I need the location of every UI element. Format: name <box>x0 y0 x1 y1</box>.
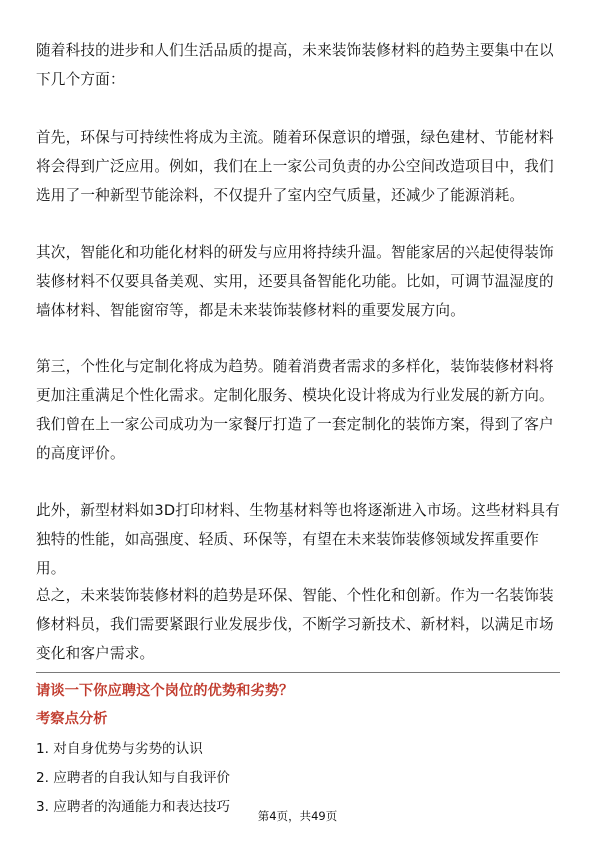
paragraph-customization: 第三，个性化与定制化将成为趋势。随着消费者需求的多样化，装饰装修材料将更加注重满足个性化需求。定制化服务、模块化设计将成为行业发展的新方向。我们曾在上一家公司成功为一家餐厅打造了一套定制化的装饰方案，得到了客户的高度评价。 <box>36 358 554 462</box>
list-item: 2. 应聘者的自我认知与自我评价 <box>36 770 231 786</box>
interview-question: 请谈一下你应聘这个岗位的优势和劣势？ <box>36 683 294 699</box>
analysis-heading: 考察点分析 <box>36 711 108 727</box>
paragraph-new-materials: 此外，新型材料如3D打印材料、生物基材料等也将逐渐进入市场。这些材料具有独特的性能，如高强度、轻质、环保等，有望在未来装饰装修领域发挥重要作用。 <box>36 502 560 577</box>
paragraph-smart-materials: 其次，智能化和功能化材料的研发与应用将持续升温。智能家居的兴起使得装饰装修材料不仅要具备美观、实用，还要具备智能化功能。比如，可调节温湿度的墙体材料、智能窗帘等，都是未来装饰装修材料的重要发展方向。 <box>36 244 554 319</box>
paragraph-intro: 随着科技的进步和人们生活品质的提高，未来装饰装修材料的趋势主要集中在以下几个方面： <box>36 42 554 88</box>
paragraph-conclusion: 总之，未来装饰装修材料的趋势是环保、智能、个性化和创新。作为一名装饰装修材料员，我们需要紧跟行业发展步伐，不断学习新技术、新材料，以满足市场变化和客户需求。 <box>36 587 554 662</box>
list-item: 1. 对自身优势与劣势的认识 <box>36 741 203 757</box>
page-number: 第4页，共49页 <box>257 809 338 823</box>
list-item: 3. 应聘者的沟通能力和表达技巧 <box>36 799 231 815</box>
section-divider <box>36 672 560 673</box>
paragraph-environmental: 首先，环保与可持续性将成为主流。随着环保意识的增强，绿色建材、节能材料将会得到广泛应用。例如，我们在上一家公司负责的办公空间改造项目中，我们选用了一种新型节能涂料，不仅提升了室内空气质量，还减少了能源消耗。 <box>36 129 554 204</box>
